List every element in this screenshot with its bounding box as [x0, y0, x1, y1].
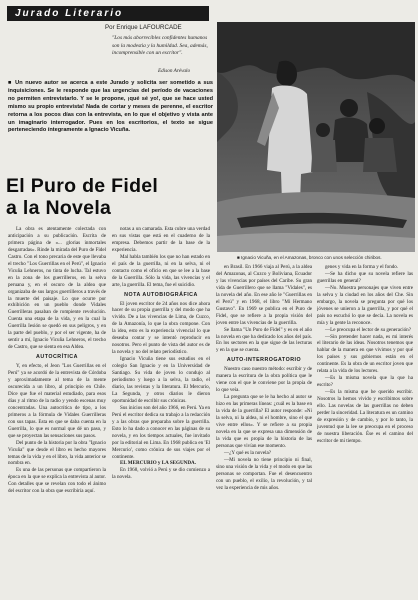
article-column-4	[317, 264, 413, 596]
byline: Por Enrique LAFOURCADE	[105, 24, 182, 31]
column-1-paragraph: Del punto de la historia por la obra "Ignacio Vicuña" que desde el libro es hecho mayores temas de la vida y en el libro, la vida anterior se nombra en.	[8, 439, 106, 467]
column-4-paragraph: —Sin pretender hacer nada, es mi interés el literario de las ideas. Nosotros tenemos que hablar de la manera en que vivimos y por qué los países y sus gobiernos están en el continente. Es la obra de un escritor joven que relata a la vida de los lectores.	[317, 333, 413, 375]
column-4-paragraph: genes y vida en la forma y el fondo.	[325, 264, 399, 270]
column-1-paragraph: Es una de las personas que compartieron la época en la que se explica la entrevista al autor. Con detalles que se revelan con todo el ánimo del escritor con la obra que escribiría aquí.	[8, 467, 106, 495]
photo-caption-text: Ignacio Vicuña, en el Amazonas, bronco con unos selección chiribos.	[241, 255, 382, 260]
column-3-paragraph: en Brasil. En 1966 viaja al Perú, a la aldea del Amazonas, al Cuzco y Boliviana, Ecuador y las vivencias por países del Caribe. Su gran vida de Guerrillero que se llama "Vidales", es la novela del año. En ese año le "Guerrillas en el Perú" y en 1968, el libro "Mi Hermano Gustavo". En 1969 se publica en el Puro de Fidel, que se refiere a la propia visión del joven entre las vivencias de la guerrilla.	[216, 264, 312, 326]
column-3-paragraph: La pregunta que se le ha hecho al autor se hizo en las primeras líneas: ¿cuál es la base en la vida de la guerrilla? El autor responde: «Ni la selva, ni la aldea, ni el hombre, sino el que vive entre ellos». Y se refiere a su propia novela en la que se expresa una dimensión de la vida que es propia de la historia de las personas que vivían ese momento.	[216, 394, 312, 449]
headline-line-2: a la Novela	[6, 197, 112, 219]
column-4-paragraph: —No. Muestra personajes que viven entre la selva y la ciudad en los años del Che. Sin embargo, la novela se pregunta por qué los jóvenes se unieron a la guerrilla, y por qué el país no escuchó lo que se decía. La novela es mía y la gente la reconoce.	[317, 284, 413, 326]
photo-caption: ■ Ignacio Vicuña, en el Amazonas, bronco con unos selección chiribos.	[237, 255, 382, 260]
column-3-paragraph: —¿Y qué es la novela?	[224, 449, 272, 456]
column-2-paragraph: Mal habla también los que no han estado en el país de la guerrilla, ni en la selva, ni el contacto como el oficio en que se lee a la base de la Guerrilla. Sólo la vida, las vivencias y el arte, la guerrilla. El tema, fue el suicidio.	[112, 253, 210, 288]
column-1-paragraph: Y, en efecto, el Jeon "Los Guerrillas en el Perú" ya se acordó de la entrevista de Córdoba y aproximadamente al tema de la mente oscurecida a un libro, al principio en Chile. Dice que fue el material estudiado, para esos días y al ritmo de la radio y yendo escenas muy concentradas. Una autocrítica de tipo, a los primeros a la fórmula de Vidales Guerrilleras con sus tapas. Esta en que se daba cuenta en la Guerrilla, lo que es normal que dé un paso, y que se proyectan las sensaciones sus pasos.	[8, 363, 106, 439]
intro-paragraph: ■ Un nuevo autor se acerca a este Jurado y solicita ser sometido a sus inquisiciones. Se le responde que las urgencias del período de vacaciones no permiten entrevistarlo. Y se le propone, ¡qué sé yo!, que se hace usted mismo su propio entrevista! Nada de cortar y meses de perenne, el escritor retorna a los pocos días con la entrevista, en lo que el objetivo y vista ante un imaginario interrogador. Pues en los escritorios, el texto se sigue perteneciendo íntegramente a Ignacio Vicuña.	[8, 80, 213, 134]
photo-image	[217, 22, 415, 252]
headline	[6, 175, 216, 219]
column-4-paragraph: —Es la misma que he querido escribir. Nosotros la hemos vivido y escribimos sobre ello. Las novelas de las guerrillas no deben perder la sinceridad. La literatura es un camino de expresión y de cambio, y por lo tanto, la juventud que la lee se preocupa en el proceso de nuestra liberación. Ése es el camino del escritor de mi tiempo.	[317, 389, 413, 444]
column-2-paragraph: Sus inicios son del año 1966, en Perú. Ya en Perú el escritor dedica su trabajo a la redacción y a las obras que preparaba sobre la guerrilla. Esto lo ha dado a conocer en las páginas de su novela, y en los tiempos actuales, fue invitado por la editorial en Lima. En 1968 publica en 'El Mercurio', como crónica de sus viajes por el continente.	[112, 404, 210, 460]
subheading-autocritica: AUTOCRÍTICA	[36, 354, 78, 361]
intro-text: Un nuevo autor se acerca a este Jurado y solicita ser sometido a sus inquisiciones. Se le responde que las urgencias del período de vacaciones no permiten entrevistarlo. Y se le propone, ¡qué sé yo!, que se hace usted mismo su propio entrevista! Nada de cortar y meses de perenne, el escritor retorna a los pocos días con la entrevista, en lo que el objetivo y vista ante un imaginario interrogador. Pues en los escritorios, el texto se sigue perteneciendo íntegramente a Ignacio Vicuña.	[8, 80, 213, 134]
column-2-paragraph: En 1968, volvió a Perú y se dio comienzo a la novela.	[112, 467, 210, 481]
column-4-paragraph: —Se ha dicho que su novela refiere las guerrillas en general?	[317, 270, 413, 284]
headline-line-1: El Puro de Fidel	[6, 175, 159, 197]
column-3-paragraph: Se llama "Un Puro de Fidel" y es en el año la novela en que ha dedicado los años del país. En los sectores en la que sigue de las lecturas y en la que se cuenta.	[216, 326, 312, 354]
subheading-auto-interrogatorio: AUTO-INTERROGATORIO	[226, 357, 302, 364]
article-photo	[217, 22, 415, 252]
article-column-2	[112, 226, 210, 596]
column-2-paragraph: Ignacio Vicuña tiene sus estudios en el colegio San Ignacio y en la Universidad de Santiago. Su vida de joven lo condujo al periodismo y luego a la selva, la radio, el diario, las revistas y la literatura. El Mercurio, La Segunda, y otros diarios le dieron oportunidad de escribir sus crónicas.	[112, 356, 210, 404]
subheading-nota-autobiografica: NOTA AUTOBIOGRÁFICA	[124, 291, 198, 298]
column-2-bold-line: EL MERCURIO y LA SEGUNDA.	[120, 460, 196, 467]
column-2-paragraph: notas a un camarada. Esta cubre una verdad en sus vistas que está en el cuaderno de la empresa. Debemos partir de la base de la experiencia.	[112, 226, 210, 253]
column-4-paragraph: —Le preocupa el lector de su generación?	[325, 326, 411, 333]
article-column-1	[8, 226, 106, 596]
column-3-paragraph: —Mi novela no tiene principio ni final, sino una visión de la vida y el modo en que las personas se comportan. Fue el desencuentro con un pueblo, el exilio, la revolución, y tal vez la experiencia de mis años.	[216, 456, 312, 491]
section-banner: Jurado Literario	[7, 6, 209, 21]
column-4-paragraph: —Es la misma novela que la que ha escrito?	[317, 375, 413, 389]
article-column-3	[216, 264, 312, 596]
column-1-paragraph: La obra es atentamente colectada con anticipación a su publicación. Escrita de primera página de «... glorias inmortales desgarradas». Rinde la mirada del Puro de Fidel Castro. Con el tono precaria de este que llevaba el trecho "Los Guerrillas en el Perú", el Ignacio Vicuña Lehneros, no tinta de lucha. Tal estuvo en la zona de los guerrilleros, en la selva peruana y, en el oscuro de la aldea que organizaba de sus largos guerrilleros a través de la muerte del paisaje. Lo que ocurre por exhibición en un pueblo donde Vidales Guerrilleras pasaban de rompiente revolución. Cuenta una etapa de la vida, y en la cual la Guerrilla Iesión se quedó en sus peligros, y en la parte del pueblo, y por el ser vigente, ha de sentir a mí, Ignacio Vicuña Lehneros, el trecho de Castro, que se sienta en esa Aldea.	[8, 226, 106, 351]
epigraph-source: Edison Arévalo	[158, 68, 191, 74]
epigraph-quote: "Los más aborrecibles confidentes humanos son la modestia y la humildad. Sea, además, incomprensible con un escritor".	[112, 35, 208, 57]
column-3-paragraph: Nuestro caso nuestro método: escribir y de manera la escritura de la obra política que le viene con el que le conviene por la propia de lo que veía.	[216, 366, 312, 394]
column-2-paragraph: El joven escritor de 24 años nos dice ahora hacer de su propia guerrilla y del modo que ha vivido. De a las vivencias de Lima, de Cuzco, de la Amazonía, lo que la obra compone. Con la idea, esto es la experiencia vivencial lo que deseaba contar y se intentó reproducir en nosotros. Pero el punto de vista del autor es de la novela y no del relato periodístico.	[112, 300, 210, 356]
